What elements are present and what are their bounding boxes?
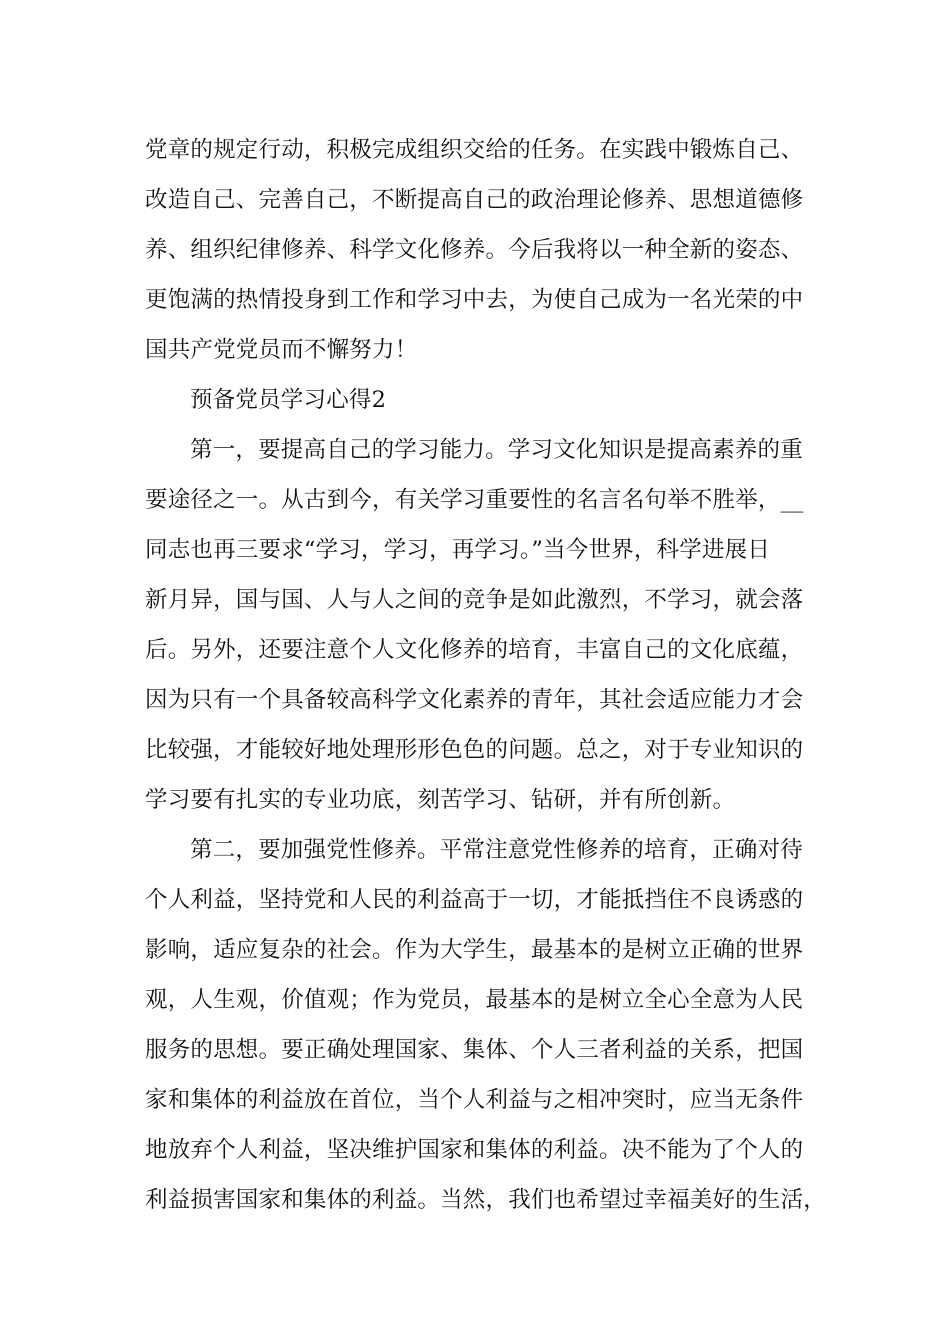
text-line-20: 家和集体的利益放在首位，当个人利益与之相冲突时，应当无条件 bbox=[145, 1087, 804, 1113]
section-heading: 预备党员学习心得2 bbox=[190, 387, 387, 413]
text-line-17: 影响，适应复杂的社会。作为大学生，最基本的是树立正确的世界 bbox=[145, 937, 804, 963]
text-line-9: 同志也再三要求“学习，学习，再学习。”当今世界，科学进展日 bbox=[145, 537, 771, 563]
text-line-8: 要途径之一。从古到今，有关学习重要性的名言名句举不胜举，__ bbox=[145, 487, 804, 513]
text-line-4: 更饱满的热情投身到工作和学习中去，为使自己成为一名光荣的中 bbox=[145, 287, 804, 313]
text-line-7: 第一，要提高自己的学习能力。学习文化知识是提高素养的重 bbox=[190, 437, 803, 463]
text-line-2: 改造自己、完善自己，不断提高自己的政治理论修养、思想道德修 bbox=[145, 187, 804, 213]
text-line-1: 党章的规定行动，积极完成组织交给的任务。在实践中锻炼自己、 bbox=[145, 137, 804, 163]
text-line-16: 个人利益，坚持党和人民的利益高于一切，才能抵挡住不良诱惑的 bbox=[145, 887, 804, 913]
text-line-15: 第二，要加强党性修养。平常注意党性修养的培育，正确对待 bbox=[190, 837, 803, 863]
text-line-11: 后。另外，还要注意个人文化修养的培育，丰富自己的文化底蕴， bbox=[145, 637, 804, 663]
text-line-13: 比较强，才能较好地处理形形色色的问题。总之，对于专业知识的 bbox=[145, 737, 804, 763]
text-line-22: 利益损害国家和集体的利益。当然，我们也希望过幸福美好的生活， bbox=[145, 1187, 827, 1213]
text-line-10: 新月异，国与国、人与人之间的竞争是如此激烈，不学习，就会落 bbox=[145, 587, 804, 613]
text-line-12: 因为只有一个具备较高科学文化素养的青年，其社会适应能力才会 bbox=[145, 687, 804, 713]
text-line-3: 养、组织纪律修养、科学文化修养。今后我将以一种全新的姿态、 bbox=[145, 237, 804, 263]
text-line-21: 地放弃个人利益，坚决维护国家和集体的利益。决不能为了个人的 bbox=[145, 1137, 804, 1163]
text-line-19: 服务的思想。要正确处理国家、集体、个人三者利益的关系，把国 bbox=[145, 1037, 804, 1063]
text-line-5: 国共产党党员而不懈努力！ bbox=[145, 337, 418, 363]
text-line-14: 学习要有扎实的专业功底，刻苦学习、钻研，并有所创新。 bbox=[145, 787, 736, 813]
text-line-18: 观，人生观，价值观；作为党员，最基本的是树立全心全意为人民 bbox=[145, 987, 804, 1013]
